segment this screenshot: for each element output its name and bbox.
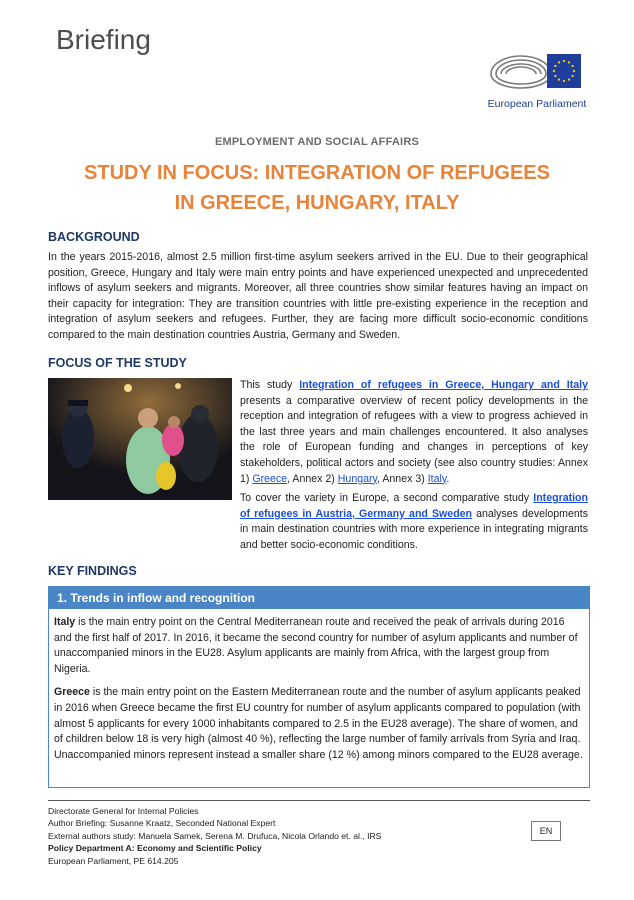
footer xyxy=(48,805,468,867)
italy-paragraph: Italy is the main entry point on the Central Mediterranean route and received the peak of arrivals during 2016 and the first half of 2017. In 2016, it became the second country for number of asylum applicants and number of unaccompanied minors in the EU28. Asylum applicants are mainly from Africa, with the largest group from Nigeria. xyxy=(54,616,578,675)
language-badge: EN xyxy=(531,821,561,841)
parliament-emblem-icon xyxy=(485,44,589,96)
logo-label: European Parliament xyxy=(487,98,587,110)
footer-line-3: External authors study: Manuela Samek, Serena M. Drufuca, Nicola Orlando et. al., IRS xyxy=(48,830,382,841)
study-link-austria-germany-sweden[interactable]: Integration of refugees in Austria, Germany and Sweden xyxy=(240,492,588,520)
key-findings-box xyxy=(48,586,590,788)
footer-line-1: Directorate General for Internal Policies xyxy=(48,806,199,816)
key-findings-body xyxy=(49,609,589,763)
annex-greece-link[interactable]: Greece xyxy=(252,472,288,485)
annex-hungary-link[interactable]: Hungary xyxy=(337,472,378,485)
briefing-title: Briefing xyxy=(56,24,151,55)
european-parliament-logo xyxy=(485,44,589,116)
page-title xyxy=(0,158,634,218)
title-line-1: STUDY IN FOCUS: INTEGRATION OF REFUGEES xyxy=(84,162,550,184)
focus-paragraph-1: This study Integration of refugees in Greece, Hungary and Italy presents a comparative overview of recent policy developments in the reception and integration of refugees with a view to progress achieved in the last three years and main challenges encountered. It also analyses the role of European funding and changes in perceptions of key stakeholders, political actors and society (see also country studies: Annex 1) Greece, Annex 2) Hungary, Annex 3) Italy. xyxy=(240,379,588,485)
annex-italy-link[interactable]: Italy xyxy=(427,472,447,485)
footer-line-2: Author Briefing: Susanne Kraatz, Seconded National Expert xyxy=(48,818,276,829)
study-link-greece-hungary-italy[interactable]: Integration of refugees in Greece, Hungary and Italy xyxy=(299,379,588,391)
greece-paragraph: Greece is the main entry point on the Eastern Mediterranean route and the number of asylum applicants peaked in 2016 when Greece became the first EU country for number of asylum applicants compared to population (with almost 5 applicants for every 1000 inhabitants compared to 2.5 in the EU28 average). The share of women, and of children below 18 is very high (almost 40 %), reflecting the large number of family arrivals from Syria and Iraq. Unaccompanied minors represent instead a smaller share (12 %) among minors compared to the EU28 average. xyxy=(54,686,583,761)
background-heading: BACKGROUND xyxy=(48,230,140,244)
trends-section-title: 1. Trends in inflow and recognition xyxy=(49,587,589,609)
footer-line-5: European Parliament, PE 614.205 xyxy=(48,855,179,866)
footer-divider xyxy=(48,800,590,801)
focus-heading: FOCUS OF THE STUDY xyxy=(48,356,187,370)
section-label: EMPLOYMENT AND SOCIAL AFFAIRS xyxy=(214,136,419,148)
focus-paragraph-2: To cover the variety in Europe, a second comparative study Integration of refugees in Austria, Germany and Sweden analyses developments in main destination countries with more experience in integrating migrants and better socio-economic conditions. xyxy=(240,492,589,551)
background-text: In the years 2015-2016, almost 2.5 million first-time asylum seekers arrived in the EU. Due to their geographical position, Greece, Hungary and Italy were main entry points and have experienced unexpected and unprecedented inflows of asylum seekers and migrants. Moreover, all three countries show similar features having an impact on their capacity for integration: They are transition countries with little pre-existing experience in the reception and integration of asylum seekers and refugees. Further, they are facing more difficult socio-economic conditions compared to the main destination countries Austria, Germany and Sweden. xyxy=(48,251,588,341)
focus-text xyxy=(240,378,588,558)
key-findings-heading: KEY FINDINGS xyxy=(48,564,137,578)
title-line-2: IN GREECE, HUNGARY, ITALY xyxy=(174,192,460,214)
footer-line-4: Policy Department A: Economy and Scientific Policy xyxy=(48,843,262,854)
refugees-photo xyxy=(48,378,232,500)
